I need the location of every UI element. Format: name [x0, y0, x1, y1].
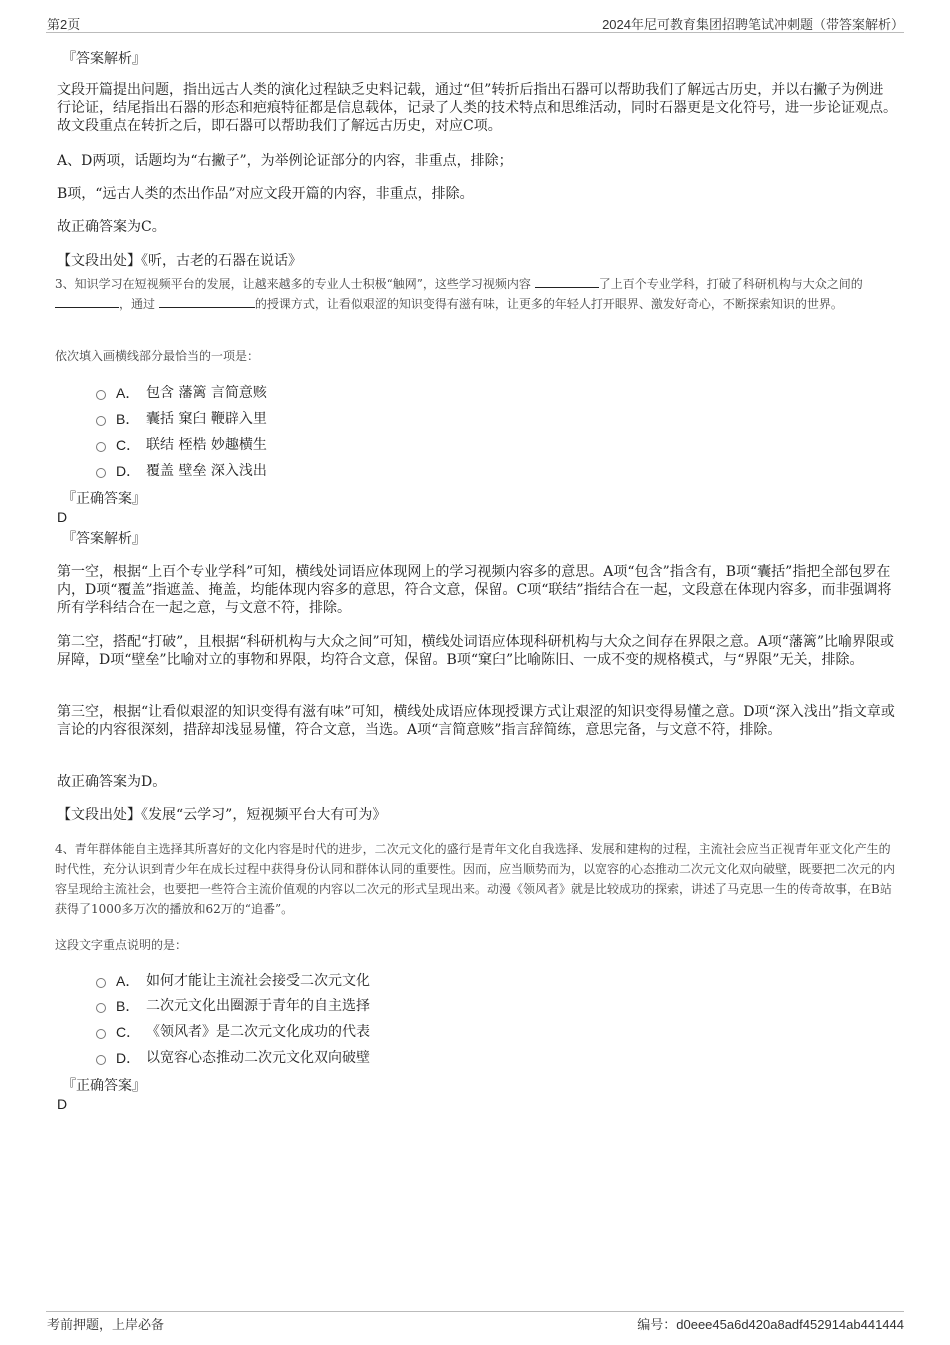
q2-answer-summary: 故正确答案为C。	[57, 219, 166, 235]
q2-analysis-p3: B项，“远古人类的杰出作品”对应文段开篇的内容，非重点，排除。	[57, 186, 474, 202]
q4-correct-label: 『正确答案』	[62, 1078, 146, 1094]
q4-prompt: 这段文字重点说明的是：	[55, 938, 188, 952]
q3-option-d[interactable]: D． 覆盖 壁垒 深入浅出	[96, 462, 267, 480]
radio-icon[interactable]	[96, 1029, 106, 1039]
q3-option-a[interactable]: A． 包含 藩篱 言简意赅	[96, 384, 267, 402]
q2-source: 【文段出处】《听，古老的石器在说话》	[57, 253, 302, 269]
radio-icon[interactable]	[96, 390, 106, 400]
q2-analysis-p1: 文段开篇提出问题，指出远古人类的演化过程缺乏史料记载，通过“但”转折后指出石器可以帮助我们了解远古历史，并以右撇子为例进行论证，结尾指出石器的形态和疤痕特征都是信息载体，记录了人类的技术特点和思维活动，同时石器更是文化符号，进一步论证观点。故文段重点在转折之后，即石器可以帮助我们了解远古历史，对应C项。	[57, 82, 897, 134]
radio-icon[interactable]	[96, 1055, 106, 1065]
q3-analysis-label: 『答案解析』	[62, 531, 146, 547]
header-divider	[46, 32, 904, 33]
q3-stem-part-c: ，通过	[119, 297, 156, 311]
q3-blank-1	[535, 275, 599, 288]
footer-slogan: 考前押题，上岸必备	[47, 1317, 165, 1332]
q3-stem-part-b: 了上百个专业学科，打破了科研机构与大众之间的	[598, 277, 863, 291]
document-id: 编号：d0eee45a6d420a8adf452914ab441444	[637, 1317, 904, 1332]
page-number: 第2页	[47, 17, 81, 32]
radio-icon[interactable]	[96, 1003, 106, 1013]
q3-blank-3	[159, 295, 255, 308]
q3-stem-part-d: 的授课方式，让看似艰涩的知识变得有滋有味，让更多的年轻人打开眼界、激发好奇心，不断探索知识的世界。	[254, 297, 843, 311]
q3-source: 【文段出处】《发展“云学习”，短视频平台大有可为》	[57, 807, 387, 823]
footer-divider	[46, 1311, 904, 1312]
q3-analysis-p2: 第二空，搭配“打破”，且根据“科研机构与大众之间”可知，横线处词语应体现科研机构与大众之间存在界限之意。A项“藩篱”比喻界限或屏障，D项“壁垒”比喻对立的事物和界限，均符合文意，保留。B项“窠臼”比喻陈旧、一成不变的规格模式，与“界限”无关，排除。	[57, 634, 895, 668]
radio-icon[interactable]	[96, 978, 106, 988]
radio-icon[interactable]	[96, 416, 106, 426]
q4-option-a[interactable]: A． 如何才能让主流社会接受二次元文化	[96, 972, 370, 990]
q3-answer-summary: 故正确答案为D。	[57, 774, 167, 790]
q4-correct-answer: D	[57, 1096, 68, 1112]
q3-correct-answer: D	[57, 509, 68, 525]
q2-analysis-p2: A、D两项，话题均为“右撇子”，为举例论证部分的内容，非重点，排除；	[57, 153, 513, 169]
q4-option-d[interactable]: D． 以宽容心态推动二次元文化双向破壁	[96, 1049, 370, 1067]
q3-option-c[interactable]: C． 联结 桎梏 妙趣横生	[96, 436, 267, 454]
q3-stem-part-a: 3、知识学习在短视频平台的发展，让越来越多的专业人士积极“触网”，这些学习视频内容	[55, 277, 531, 291]
q3-blank-2	[55, 295, 119, 308]
q3-option-b[interactable]: B． 囊括 窠臼 鞭辟入里	[96, 410, 267, 428]
q4-option-c[interactable]: C． 《领风者》是二次元文化成功的代表	[96, 1023, 370, 1041]
q3-prompt: 依次填入画横线部分最恰当的一项是：	[55, 349, 260, 363]
q2-analysis-label: 『答案解析』	[62, 51, 146, 67]
q3-analysis-p3: 第三空，根据“让看似艰涩的知识变得有滋有味”可知，横线处成语应体现授课方式让艰涩的知识变得易懂之意。D项“深入浅出”指文章或言论的内容很深刻，措辞却浅显易懂，符合文意，当选。A项“言简意赅”指言辞简练，意思完备，与文意不符，排除。	[57, 704, 895, 738]
radio-icon[interactable]	[96, 468, 106, 478]
q3-correct-label: 『正确答案』	[62, 491, 146, 507]
q3-stem	[55, 274, 900, 314]
q4-option-b[interactable]: B． 二次元文化出圈源于青年的自主选择	[96, 997, 370, 1015]
q4-stem: 4、青年群体能自主选择其所喜好的文化内容是时代的进步，二次元文化的盛行是青年文化自我选择、发展和建构的过程，主流社会应当正视青年亚文化产生的时代性，充分认识到青少年在成长过程中获得身份认同和群体认同的重要性。因而，应当顺势而为，以宽容的心态推动二次元文化双向破壁，既要把二次元的内容呈现给主流社会，也要把一些符合主流价值观的内容以二次元的形式呈现出来。动漫《领风者》就是比较成功的探索，讲述了马克思一生的传奇故事，在B站获得了1000多万次的播放和62万的“追番”。	[55, 842, 896, 916]
radio-icon[interactable]	[96, 442, 106, 452]
document-title: 2024年尼可教育集团招聘笔试冲刺题（带答案解析）	[602, 17, 904, 32]
q3-analysis-p1: 第一空，根据“上百个专业学科”可知，横线处词语应体现网上的学习视频内容多的意思。A项“包含”指含有，B项“囊括”指把全部包罗在内，D项“覆盖”指遮盖、掩盖，均能体现内容多的意思，符合文意，保留。C项“联结”指结合在一起，文段意在体现内容多，而非强调将所有学科结合在一起之意，与文意不符，排除。	[57, 564, 892, 616]
